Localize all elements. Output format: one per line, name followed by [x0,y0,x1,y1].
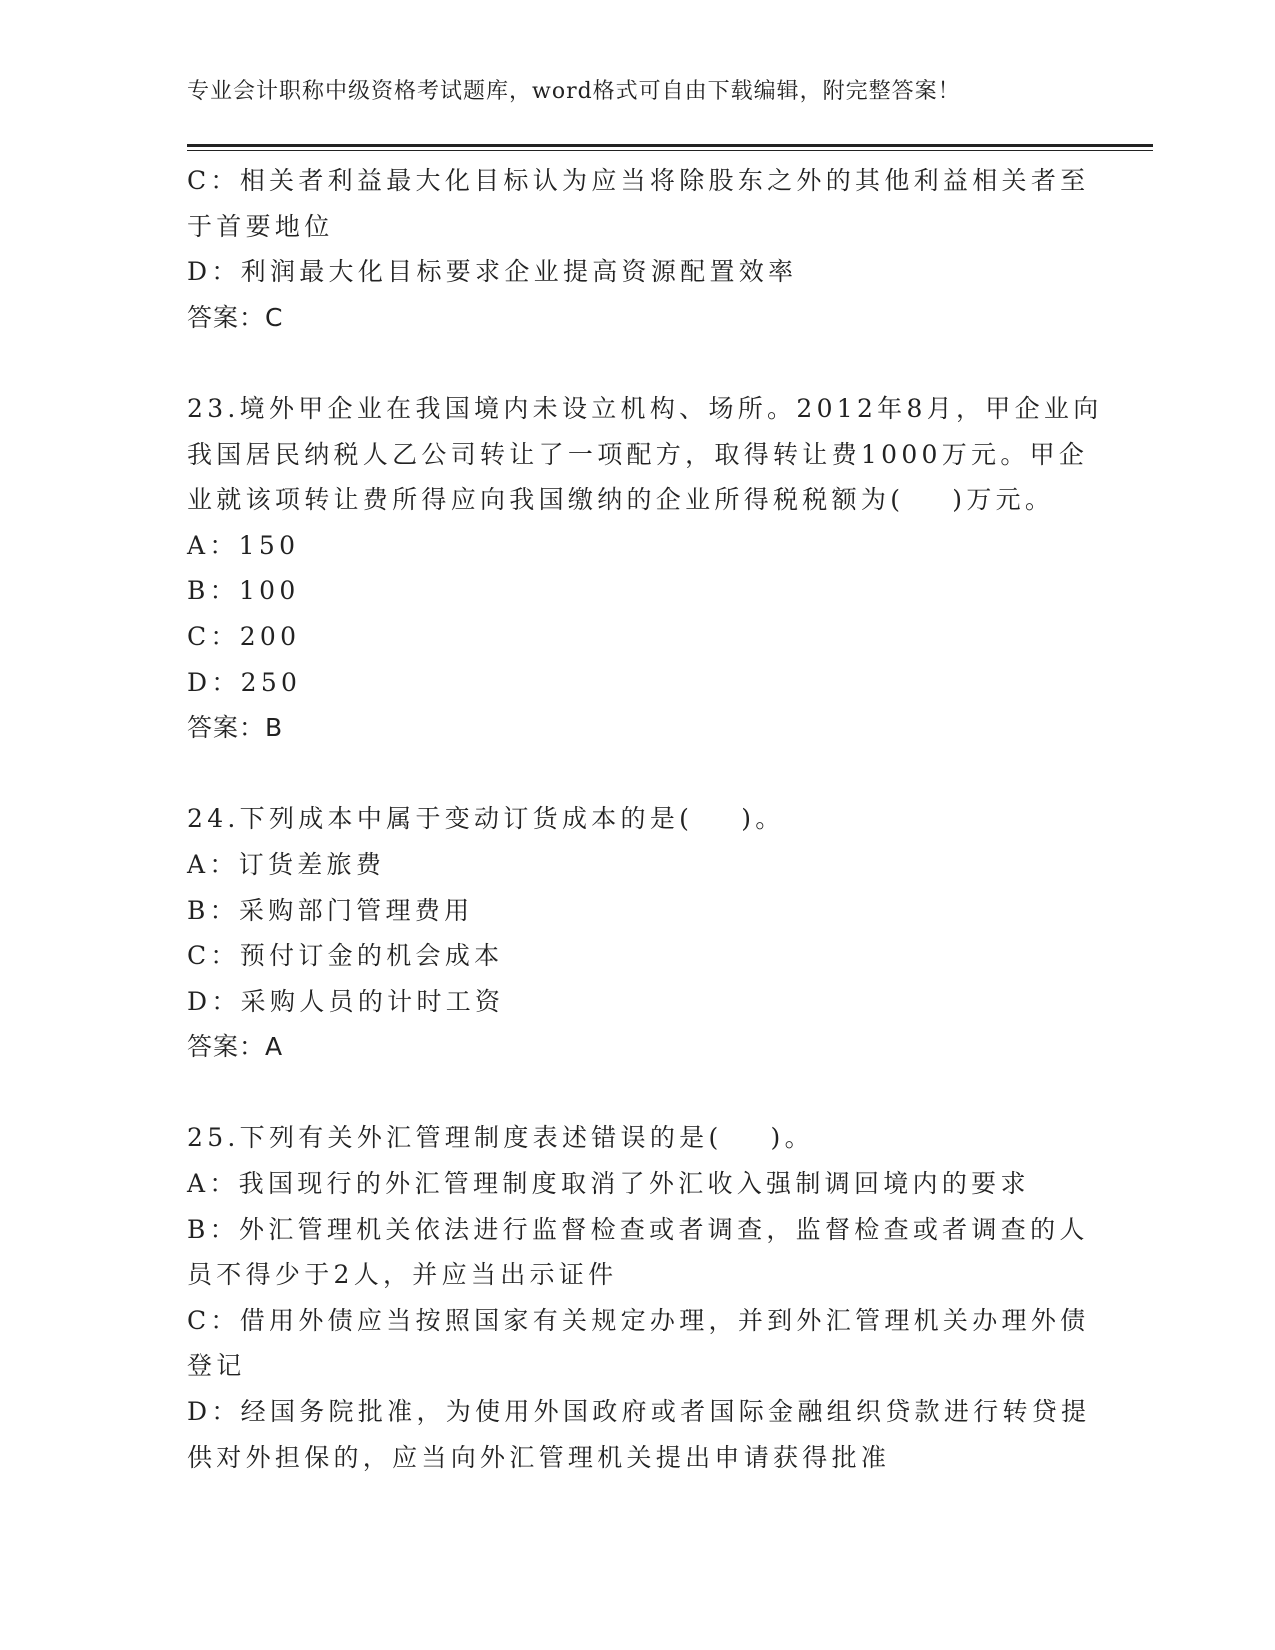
question-content [187,158,1103,1480]
q23-stem-line2: 我国居民纳税人乙公司转让了一项配方，取得转让费1000万元。甲企 [187,439,1089,469]
header-rule-thick [187,144,1153,147]
q24-stem-before: 24.下列成本中属于变动订货成本的是( [187,804,694,834]
q23-stem-line3 [187,477,1087,523]
q23-option-b: B：100 [187,576,300,606]
q23-option-a: A：150 [187,530,300,560]
q22-option-c-line1: C：相关者利益最大化目标认为应当将除股东之外的其他利益相关者至 [187,166,1090,195]
q23-option-d: D：250 [187,667,302,697]
q25-option-b-line1: B：外汇管理机关依法进行监督检查或者调查，监督检查或者调查的人 [187,1214,1089,1244]
q24-option-d: D：采购人员的计时工资 [187,986,505,1016]
q24-option-c: C：预付订金的机会成本 [187,941,504,971]
q23-stem-line1: 23.境外甲企业在我国境内未设立机构、场所。2012年8月，甲企业向 [187,393,1103,423]
q23-stem-line3-after: )万元。 [952,485,1055,515]
q25-option-c-line1: C：借用外债应当按照国家有关规定办理，并到外汇管理机关办理外债 [187,1305,1090,1335]
q25-option-a: A：我国现行的外汇管理制度取消了外汇收入强制调回境内的要求 [187,1169,1030,1199]
spacer [187,340,1087,386]
spacer [187,1070,1087,1116]
q25-stem-after: )。 [770,1123,814,1153]
q23-answer: 答案：B [187,713,284,743]
q24-option-a: A：订货差旅费 [187,849,386,879]
page-header: 专业会计职称中级资格考试题库，word格式可自由下载编辑，附完整答案！ [187,79,961,104]
q22-option-c-line2: 于首要地位 [187,211,334,241]
q25-option-d-line1: D：经国务院批准，为使用外国政府或者国际金融组织贷款进行转贷提 [187,1397,1091,1427]
q22-answer: 答案：C [187,302,284,332]
q25-stem [187,1115,1087,1161]
q22-option-d: D：利润最大化目标要求企业提高资源配置效率 [187,257,798,287]
q24-answer: 答案：A [187,1032,284,1062]
q24-option-b: B：采购部门管理费用 [187,895,474,925]
q25-option-b-line2: 员不得少于2人，并应当出示证件 [187,1260,618,1290]
header-rule-thin [187,150,1153,151]
q24-stem-after: )。 [741,804,785,834]
q25-stem-before: 25.下列有关外汇管理制度表述错误的是( [187,1123,723,1153]
q24-stem [187,796,1087,842]
spacer [187,751,1087,797]
q23-option-c: C：200 [187,621,301,651]
q23-stem-line3-before: 业就该项转让费所得应向我国缴纳的企业所得税税额为( [187,485,905,515]
q25-option-d-line2: 供对外担保的，应当向外汇管理机关提出申请获得批准 [187,1442,891,1472]
q25-option-c-line2: 登记 [187,1351,246,1381]
